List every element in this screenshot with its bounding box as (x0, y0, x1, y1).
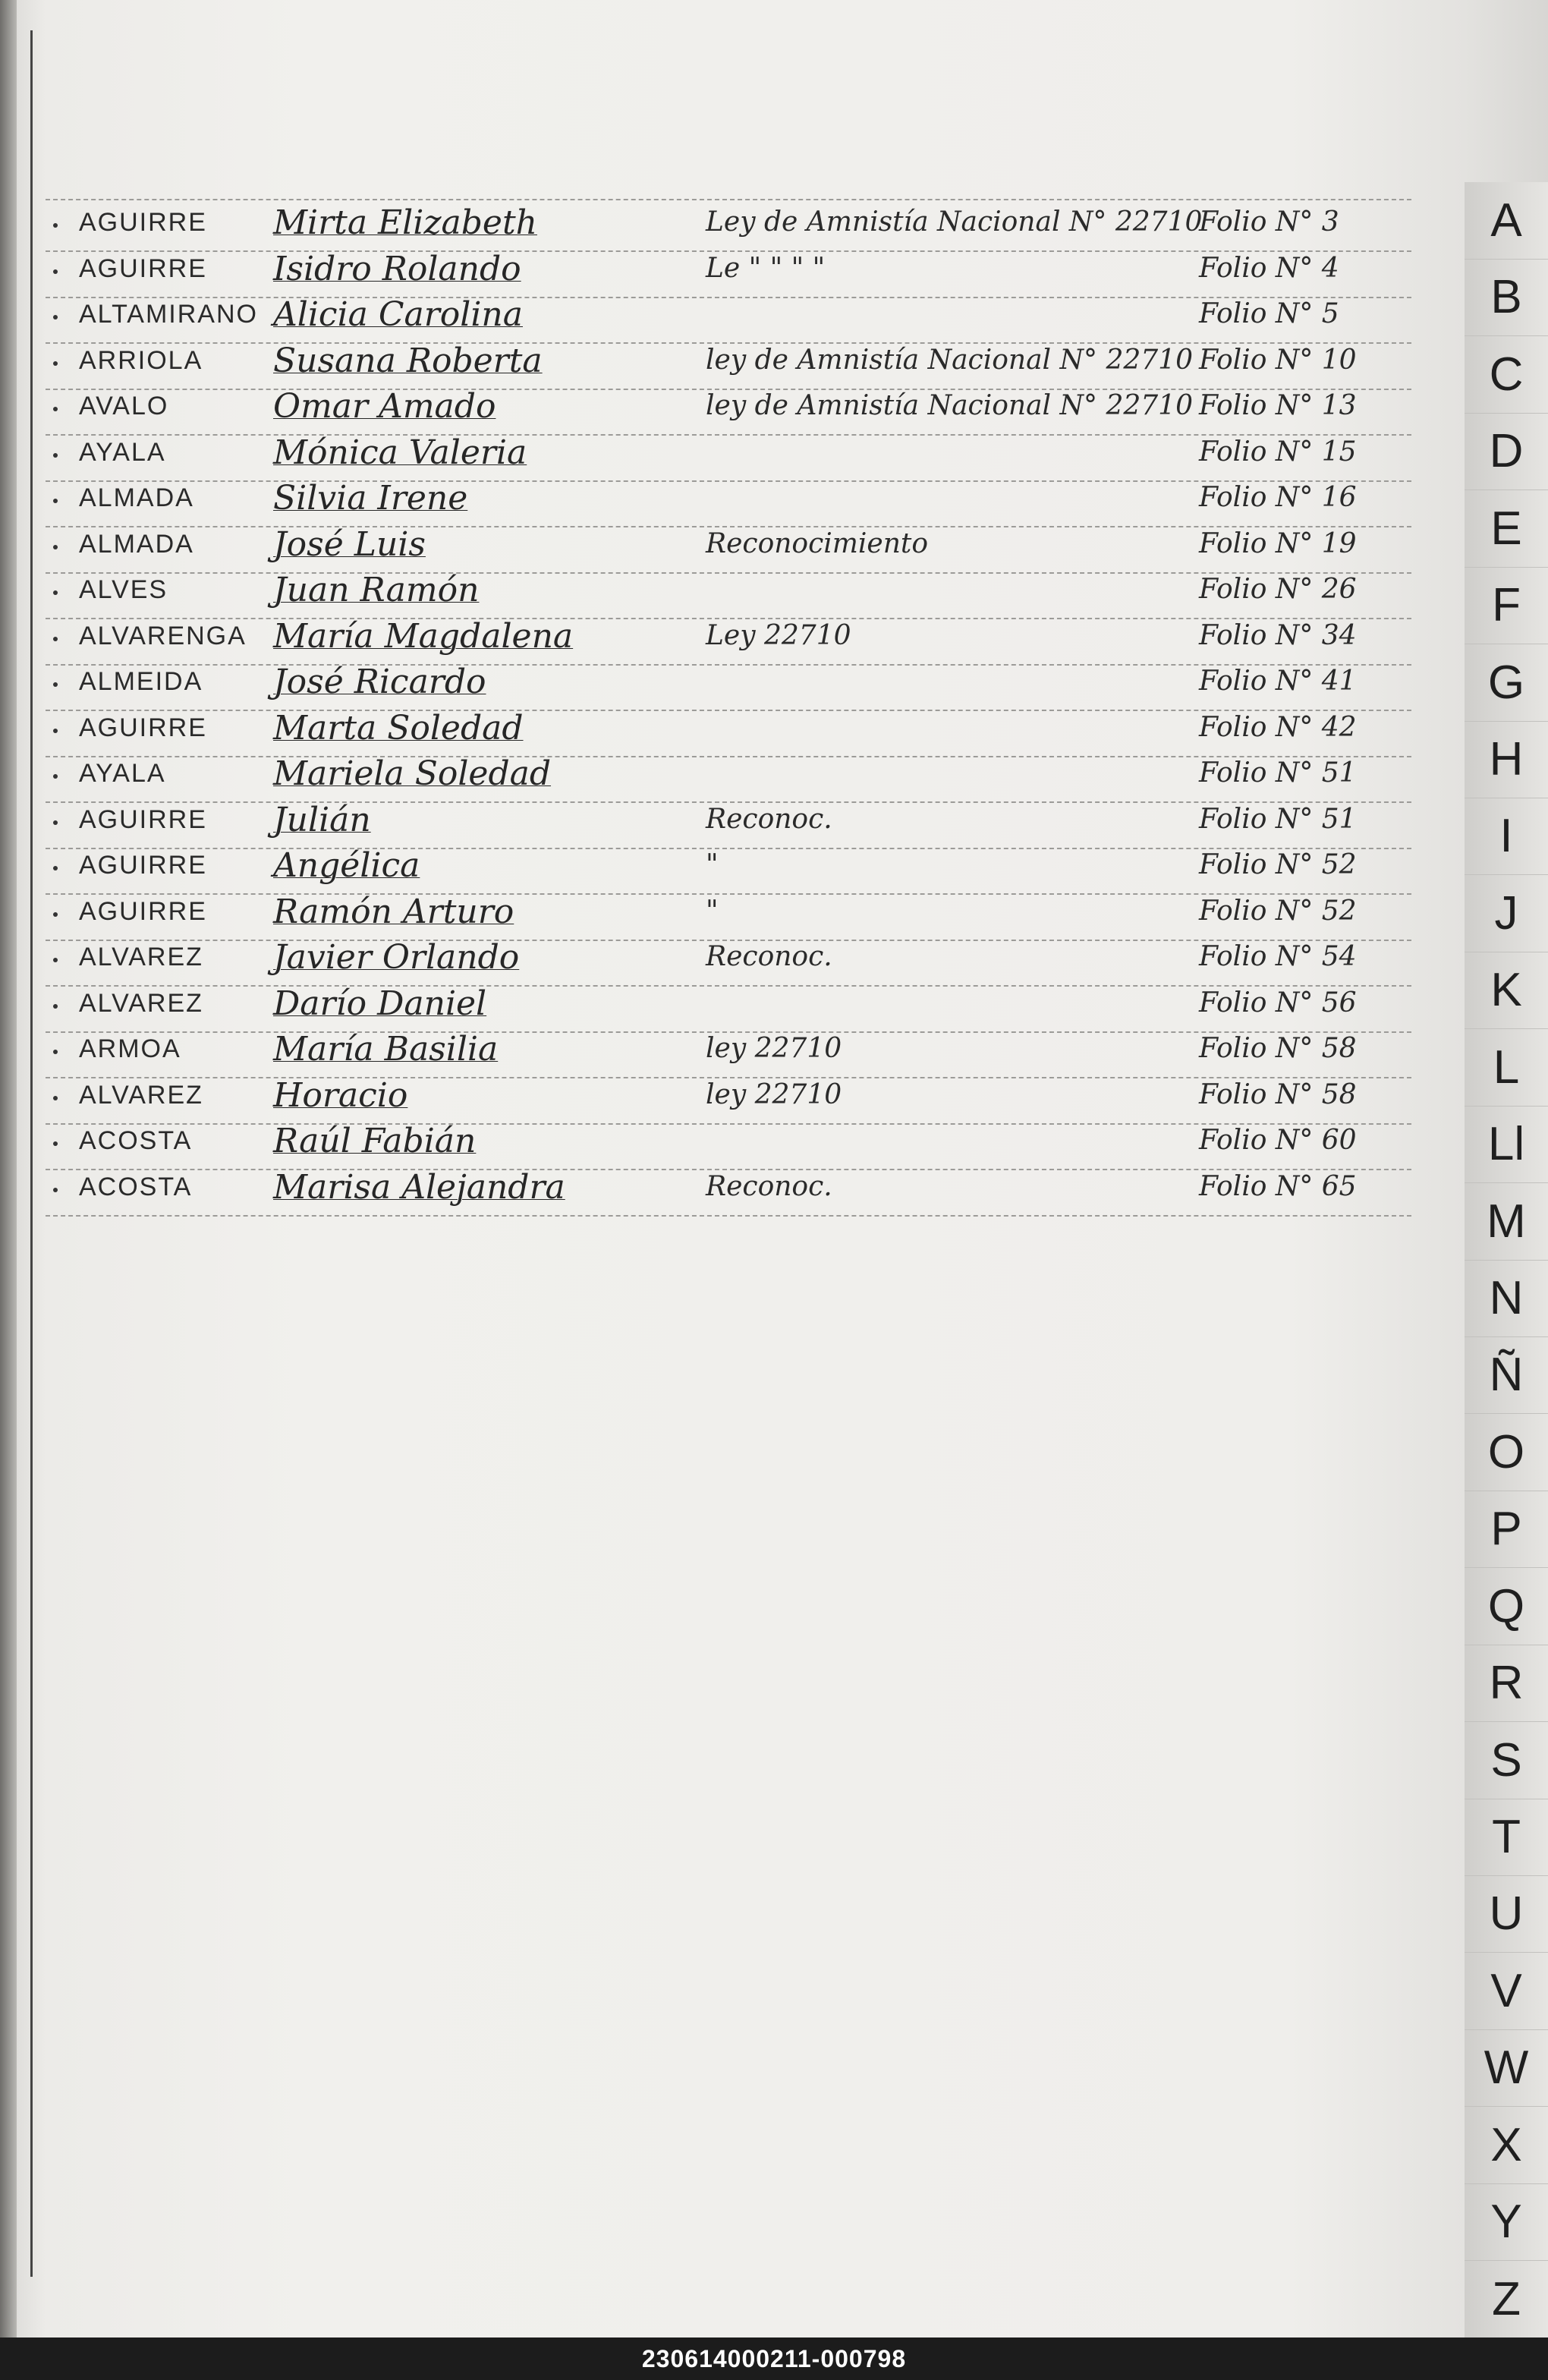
ledger-entry (53, 295, 1411, 341)
entry-folio: Folio N° 60 (1199, 1125, 1357, 1156)
bullet-dot (53, 820, 58, 825)
entry-surname: AYALA (79, 759, 166, 788)
bullet-dot (53, 407, 58, 411)
entry-given-names: Darío Daniel (273, 984, 487, 1023)
bullet-dot (53, 453, 58, 458)
entry-note: ley 22710 (706, 1079, 842, 1110)
ruled-line (46, 199, 1411, 200)
entry-folio: Folio N° 56 (1199, 987, 1357, 1018)
entry-folio: Folio N° 5 (1199, 298, 1339, 329)
index-tab[interactable]: K (1465, 952, 1548, 1029)
entry-folio: Folio N° 34 (1199, 620, 1357, 651)
entry-surname: AGUIRRE (79, 208, 207, 237)
bullet-dot (53, 729, 58, 733)
ledger-entry (53, 250, 1411, 295)
entry-note: ley 22710 (706, 1033, 842, 1064)
ledger-entry (53, 433, 1411, 479)
index-tab[interactable]: N (1465, 1260, 1548, 1337)
entry-given-names: Juan Ramón (273, 571, 480, 609)
entry-surname: AGUIRRE (79, 805, 207, 834)
ledger-entry (53, 984, 1411, 1030)
entry-folio: Folio N° 4 (1199, 253, 1339, 284)
entry-folio: Folio N° 51 (1199, 804, 1357, 835)
ledger-entry (53, 203, 1411, 249)
index-tab[interactable]: Z (1465, 2261, 1548, 2338)
entry-surname: ALVAREZ (79, 943, 203, 971)
entry-surname: ALMEIDA (79, 667, 203, 696)
entry-note: Ley 22710 (706, 620, 851, 651)
bullet-dot (53, 682, 58, 687)
index-tab[interactable]: Ll (1465, 1106, 1548, 1183)
index-tab[interactable]: M (1465, 1183, 1548, 1261)
entry-folio: Folio N° 41 (1199, 666, 1357, 697)
entry-note: " (706, 849, 719, 880)
ledger-entry (53, 663, 1411, 708)
entry-folio: Folio N° 54 (1199, 941, 1357, 972)
index-tab[interactable]: I (1465, 798, 1548, 875)
entry-given-names: Ramón Arturo (273, 892, 514, 931)
ledger-entry (53, 342, 1411, 387)
index-tab[interactable]: U (1465, 1875, 1548, 1953)
index-tab[interactable]: W (1465, 2029, 1548, 2107)
bullet-dot (53, 361, 58, 366)
entry-folio: Folio N° 65 (1199, 1171, 1357, 1202)
bullet-dot (53, 499, 58, 503)
entry-note: Reconoc. (706, 804, 832, 835)
index-tab[interactable]: Ñ (1465, 1336, 1548, 1414)
index-tab[interactable]: V (1465, 1953, 1548, 2030)
index-tab[interactable]: R (1465, 1645, 1548, 1722)
bullet-dot (53, 223, 58, 228)
ledger-entry (53, 1030, 1411, 1075)
margin-line (30, 30, 33, 2277)
entry-folio: Folio N° 16 (1199, 482, 1357, 513)
index-tab[interactable]: P (1465, 1491, 1548, 1568)
entry-folio: Folio N° 52 (1199, 849, 1357, 880)
bullet-dot (53, 866, 58, 870)
entry-given-names: Mariela Soledad (273, 754, 552, 793)
entry-surname: AYALA (79, 438, 166, 467)
entry-surname: ALVAREZ (79, 989, 203, 1018)
bullet-dot (53, 958, 58, 962)
ledger-entry (53, 846, 1411, 892)
entry-given-names: Javier Orlando (273, 938, 520, 977)
bullet-dot (53, 1004, 58, 1009)
index-tab[interactable]: B (1465, 259, 1548, 336)
bullet-dot (53, 1050, 58, 1054)
entry-given-names: Silvia Irene (273, 479, 468, 518)
ledger-entry (53, 387, 1411, 433)
ledger-entry (53, 1076, 1411, 1122)
entry-folio: Folio N° 15 (1199, 436, 1357, 468)
ledger-entry (53, 938, 1411, 984)
entry-folio: Folio N° 19 (1199, 528, 1357, 559)
ruled-line (46, 1215, 1411, 1217)
entry-folio: Folio N° 58 (1199, 1079, 1357, 1110)
ledger-entry (53, 801, 1411, 846)
ledger-entry (53, 892, 1411, 938)
index-tab[interactable]: G (1465, 644, 1548, 722)
index-tab[interactable]: Y (1465, 2183, 1548, 2261)
bullet-dot (53, 1188, 58, 1192)
entry-given-names: María Basilia (273, 1030, 499, 1069)
entry-folio: Folio N° 26 (1199, 574, 1357, 605)
entry-given-names: Omar Amado (273, 387, 496, 426)
entry-given-names: Julián (273, 801, 371, 839)
bullet-dot (53, 315, 58, 320)
index-tab[interactable]: S (1465, 1722, 1548, 1799)
entry-given-names: José Luis (273, 525, 426, 564)
entry-note: Le " " " " (706, 253, 826, 284)
entry-surname: AGUIRRE (79, 254, 207, 283)
index-tab[interactable]: H (1465, 721, 1548, 798)
entry-surname: ALVES (79, 575, 168, 604)
entry-given-names: José Ricardo (273, 663, 486, 701)
entry-note: Reconocimiento (706, 528, 929, 559)
ledger-entry (53, 617, 1411, 663)
entry-folio: Folio N° 10 (1199, 345, 1357, 376)
entry-note: " (706, 896, 719, 927)
bullet-dot (53, 1096, 58, 1100)
entry-given-names: Susana Roberta (273, 342, 543, 380)
entry-surname: AGUIRRE (79, 851, 207, 880)
index-tab[interactable]: F (1465, 567, 1548, 644)
index-tab[interactable]: Q (1465, 1568, 1548, 1645)
ledger-entry (53, 709, 1411, 754)
entry-surname: ARRIOLA (79, 346, 203, 375)
entry-given-names: María Magdalena (273, 617, 574, 656)
entry-folio: Folio N° 13 (1199, 390, 1357, 421)
entry-surname: ALMADA (79, 483, 194, 512)
index-tab[interactable]: J (1465, 875, 1548, 952)
entry-folio: Folio N° 3 (1199, 206, 1339, 238)
entry-note: Reconoc. (706, 1171, 832, 1202)
entry-given-names: Isidro Rolando (273, 250, 521, 288)
bullet-dot (53, 912, 58, 917)
index-tab[interactable]: E (1465, 490, 1548, 568)
ledger-entry (53, 479, 1411, 524)
ledger-entry (53, 525, 1411, 571)
entry-folio: Folio N° 58 (1199, 1033, 1357, 1064)
bullet-dot (53, 590, 58, 595)
ledger-entry (53, 571, 1411, 616)
index-tab[interactable]: A (1465, 182, 1548, 260)
bullet-dot (53, 637, 58, 641)
index-tab[interactable]: O (1465, 1414, 1548, 1491)
alphabet-index-tabs (1465, 182, 1548, 2338)
ledger-entry (53, 1122, 1411, 1167)
index-tab[interactable]: C (1465, 336, 1548, 414)
entry-given-names: Marta Soledad (273, 709, 524, 748)
entry-note: ley de Amnistía Nacional N° 22710 (706, 345, 1193, 376)
entry-folio: Folio N° 42 (1199, 712, 1357, 743)
entry-surname: AGUIRRE (79, 897, 207, 926)
bullet-dot (53, 269, 58, 274)
ledger-entry (53, 1168, 1411, 1214)
entry-given-names: Marisa Alejandra (273, 1168, 565, 1207)
entry-surname: ACOSTA (79, 1126, 193, 1155)
entry-surname: AGUIRRE (79, 713, 207, 742)
ledger-entry (53, 754, 1411, 800)
entry-surname: ALVAREZ (79, 1081, 203, 1110)
index-tab[interactable]: X (1465, 2107, 1548, 2184)
entry-given-names: Angélica (273, 846, 420, 885)
entry-note: ley de Amnistía Nacional N° 22710 (706, 390, 1193, 421)
bullet-dot (53, 545, 58, 549)
bullet-dot (53, 1141, 58, 1146)
entry-given-names: Horacio (273, 1076, 408, 1115)
entry-surname: ALTAMIRANO (79, 300, 258, 329)
entry-surname: ALMADA (79, 530, 194, 559)
entry-folio: Folio N° 51 (1199, 757, 1357, 789)
index-tab[interactable]: L (1465, 1029, 1548, 1107)
entry-surname: ARMOA (79, 1034, 181, 1063)
index-tab[interactable]: T (1465, 1799, 1548, 1876)
entry-note: Reconoc. (706, 941, 832, 972)
entry-given-names: Alicia Carolina (273, 295, 523, 334)
entry-folio: Folio N° 52 (1199, 896, 1357, 927)
entry-given-names: Raúl Fabián (273, 1122, 477, 1160)
entry-given-names: Mónica Valeria (273, 433, 527, 472)
index-tab[interactable]: D (1465, 413, 1548, 490)
entry-surname: ACOSTA (79, 1173, 193, 1201)
entry-given-names: Mirta Elizabeth (273, 203, 537, 242)
entry-surname: AVALO (79, 392, 169, 420)
entry-surname: ALVARENGA (79, 622, 247, 650)
page-edge-shadow (0, 0, 17, 2338)
bullet-dot (53, 774, 58, 779)
document-id-caption: 230614000211-000798 (0, 2338, 1548, 2380)
entry-note: Ley de Amnistía Nacional N° 22710 (706, 206, 1203, 238)
